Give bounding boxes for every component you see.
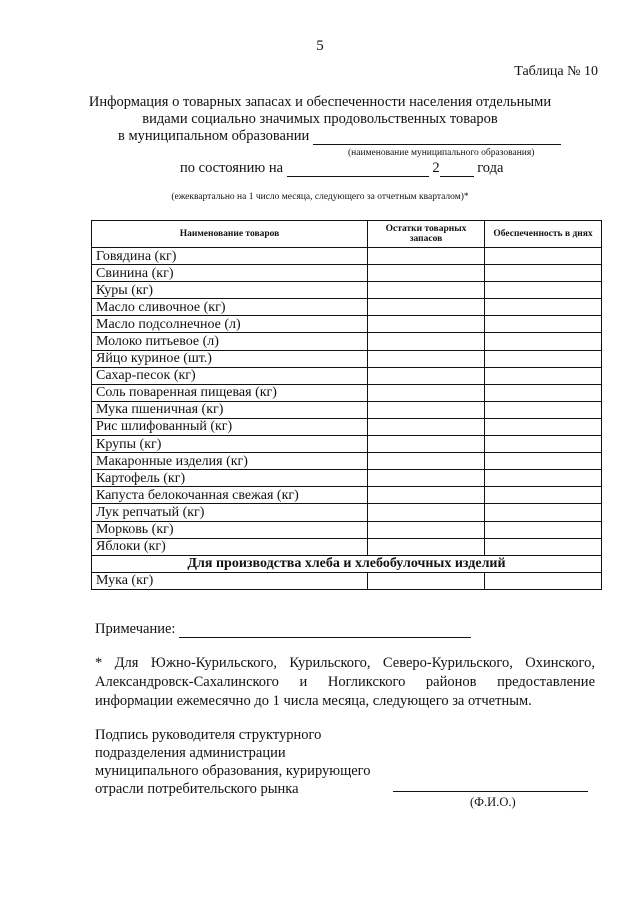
table-row xyxy=(92,504,602,521)
goods-name-cell: Рис шлифованный (кг) xyxy=(92,418,368,435)
title-line: видами социально значимых продовольственных товаров xyxy=(142,111,498,127)
signature-block xyxy=(95,726,371,798)
frequency-note: (ежеквартально на 1 число месяца, следующего за отчетным кварталом)* xyxy=(171,192,469,202)
table-row xyxy=(92,299,602,316)
table-body xyxy=(92,248,602,590)
table-row xyxy=(92,538,602,555)
municipality-blank xyxy=(313,144,561,145)
stock-cell[interactable] xyxy=(368,248,485,265)
goods-name-cell: Яблоки (кг) xyxy=(92,538,368,555)
stock-cell[interactable] xyxy=(368,436,485,453)
date-prefix: по состоянию на xyxy=(180,160,284,176)
table-row xyxy=(92,453,602,470)
stock-cell[interactable] xyxy=(368,572,485,589)
column-header-name: Наименование товаров xyxy=(92,221,368,248)
goods-name-cell: Крупы (кг) xyxy=(92,436,368,453)
days-cell[interactable] xyxy=(485,282,602,299)
stock-cell[interactable] xyxy=(368,333,485,350)
goods-name-cell: Морковь (кг) xyxy=(92,521,368,538)
goods-name-cell: Яйцо куриное (шт.) xyxy=(92,350,368,367)
goods-name-cell: Молоко питьевое (л) xyxy=(92,333,368,350)
stock-cell[interactable] xyxy=(368,504,485,521)
days-cell[interactable] xyxy=(485,453,602,470)
stock-cell[interactable] xyxy=(368,418,485,435)
days-cell[interactable] xyxy=(485,316,602,333)
goods-name-cell: Соль поваренная пищевая (кг) xyxy=(92,384,368,401)
table-row xyxy=(92,350,602,367)
title-line: Информация о товарных запасах и обеспеченности населения отдельными xyxy=(88,94,552,110)
page-number: 5 xyxy=(316,38,324,54)
table-row xyxy=(92,436,602,453)
goods-table xyxy=(91,220,602,590)
stock-cell[interactable] xyxy=(368,453,485,470)
column-header-days: Обеспеченность в днях xyxy=(485,221,602,248)
stock-cell[interactable] xyxy=(368,367,485,384)
table-row xyxy=(92,401,602,418)
stock-cell[interactable] xyxy=(368,265,485,282)
table-row xyxy=(92,418,602,435)
stock-cell[interactable] xyxy=(368,384,485,401)
section-row xyxy=(92,555,602,572)
days-cell[interactable] xyxy=(485,418,602,435)
municipality-line xyxy=(118,128,561,145)
goods-name-cell: Свинина (кг) xyxy=(92,265,368,282)
column-header-stock: Остатки товарных запасов xyxy=(368,221,485,248)
stock-cell[interactable] xyxy=(368,316,485,333)
stock-cell[interactable] xyxy=(368,521,485,538)
signature-line-text: отрасли потребительского рынка xyxy=(95,781,299,797)
table-row xyxy=(92,470,602,487)
table-label: Таблица № 10 xyxy=(514,64,598,79)
signature-line-text: Подпись руководителя структурного xyxy=(95,727,322,743)
signature-line-text: муниципального образования, курирующего xyxy=(95,763,371,779)
stock-cell[interactable] xyxy=(368,350,485,367)
days-cell[interactable] xyxy=(485,248,602,265)
goods-name-cell: Говядина (кг) xyxy=(92,248,368,265)
stock-cell[interactable] xyxy=(368,470,485,487)
goods-name-cell: Картофель (кг) xyxy=(92,470,368,487)
goods-name-cell: Мука пшеничная (кг) xyxy=(92,401,368,418)
goods-name-cell: Макаронные изделия (кг) xyxy=(92,453,368,470)
table-row xyxy=(92,282,602,299)
date-blank xyxy=(287,176,429,177)
footnote: * Для Южно-Курильского, Курильского, Северо-Курильского, Охинского, Александровск-Сахалинского и Ногликского районов предоставление информации ежемесячно до 1 числа месяца, следующего за отчетным. xyxy=(95,655,595,709)
goods-name-cell: Сахар-песок (кг) xyxy=(92,367,368,384)
stock-cell[interactable] xyxy=(368,282,485,299)
year-suffix: года xyxy=(477,160,504,176)
note-label: Примечание: xyxy=(95,621,176,637)
table-row xyxy=(92,248,602,265)
table-row xyxy=(92,572,602,589)
days-cell[interactable] xyxy=(485,572,602,589)
days-cell[interactable] xyxy=(485,470,602,487)
table-row xyxy=(92,316,602,333)
table-row xyxy=(92,333,602,350)
goods-name-cell: Лук репчатый (кг) xyxy=(92,504,368,521)
note-line xyxy=(95,621,471,638)
section-title: Для производства хлеба и хлебобулочных изделий xyxy=(92,555,602,572)
days-cell[interactable] xyxy=(485,299,602,316)
goods-name-cell: Масло подсолнечное (л) xyxy=(92,316,368,333)
days-cell[interactable] xyxy=(485,367,602,384)
table-row xyxy=(92,521,602,538)
signature-line-text: подразделения администрации xyxy=(95,745,286,761)
document-title xyxy=(60,94,580,128)
days-cell[interactable] xyxy=(485,521,602,538)
days-cell[interactable] xyxy=(485,401,602,418)
note-blank xyxy=(179,637,471,638)
stock-cell[interactable] xyxy=(368,487,485,504)
stock-cell[interactable] xyxy=(368,401,485,418)
days-cell[interactable] xyxy=(485,436,602,453)
table-header-row xyxy=(92,221,602,248)
days-cell[interactable] xyxy=(485,265,602,282)
year-prefix: 2 xyxy=(432,160,440,176)
signature-blank xyxy=(393,791,588,792)
goods-name-cell: Куры (кг) xyxy=(92,282,368,299)
table-row xyxy=(92,384,602,401)
table-row xyxy=(92,265,602,282)
year-blank xyxy=(440,176,474,177)
days-cell[interactable] xyxy=(485,333,602,350)
days-cell[interactable] xyxy=(485,538,602,555)
fio-label: (Ф.И.О.) xyxy=(470,795,516,809)
table-row xyxy=(92,487,602,504)
days-cell[interactable] xyxy=(485,384,602,401)
stock-cell[interactable] xyxy=(368,299,485,316)
stock-cell[interactable] xyxy=(368,538,485,555)
days-cell[interactable] xyxy=(485,350,602,367)
date-line xyxy=(180,160,503,177)
goods-name-cell: Капуста белокочанная свежая (кг) xyxy=(92,487,368,504)
days-cell[interactable] xyxy=(485,487,602,504)
goods-name-cell: Мука (кг) xyxy=(92,572,368,589)
table-row xyxy=(92,367,602,384)
goods-name-cell: Масло сливочное (кг) xyxy=(92,299,368,316)
days-cell[interactable] xyxy=(485,504,602,521)
municipality-hint: (наименование муниципального образования) xyxy=(348,148,535,158)
municipality-prefix: в муниципальном образовании xyxy=(118,128,310,144)
